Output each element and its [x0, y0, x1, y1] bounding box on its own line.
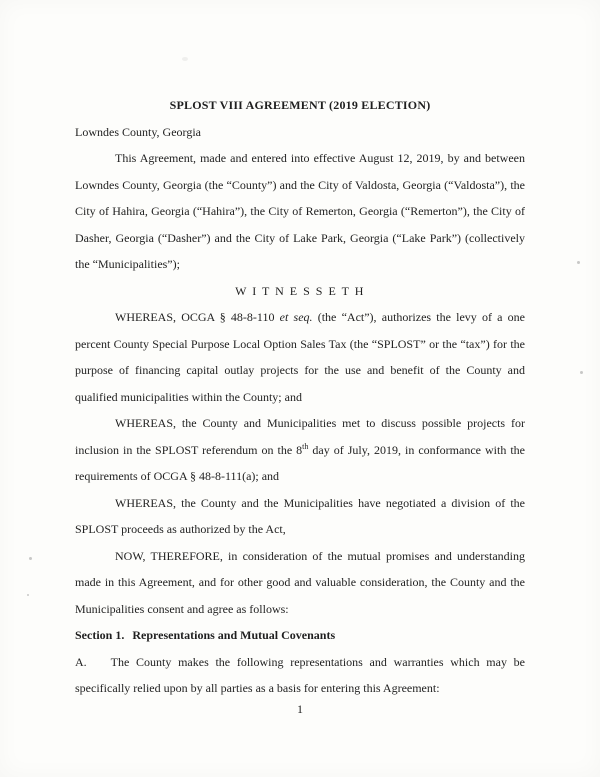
section-label: Section 1.: [75, 628, 125, 642]
item-a-label: A.: [75, 654, 87, 669]
whereas-meeting-paragraph: [75, 410, 525, 490]
item-a-text: The County makes the following representations and warranties which may be specifically relied upon by all parties as a basis for entering this Agreement:: [75, 654, 525, 695]
text-run: WHEREAS, OCGA § 48-8-110: [115, 310, 280, 324]
et-seq-italic: et seq.: [279, 310, 313, 324]
scan-artifact: [577, 261, 580, 264]
page-number: 1: [297, 702, 303, 716]
item-a-paragraph: [75, 649, 525, 702]
text-run: WHEREAS, the County and Municipalities met to discuss possible projects for inclusion in the SPLOST referendum on the 8: [75, 416, 525, 457]
section-1-heading: [75, 622, 525, 649]
scan-artifact: [182, 57, 188, 61]
scan-artifact: [580, 371, 583, 374]
document-title: SPLOST VIII AGREEMENT (2019 ELECTION): [169, 98, 431, 112]
text-run: (the “Act”), authorizes the levy of a one percent County Special Purpose Local Option Sales Tax (the “SPLOST” or the “tax”) for the purpose of financing capital outlay projects for the use and benefit of the County and qualified municipalities within the County; and: [75, 310, 526, 404]
scan-artifact: [27, 594, 29, 596]
now-therefore-paragraph: NOW, THEREFORE, in consideration of the mutual promises and understanding made in this Agreement, and for other good and valuable consideration, the County and the Municipalities consent and agree as follows:: [75, 548, 525, 616]
witnesseth-heading: W I T N E S S E T H: [235, 283, 365, 298]
text-run: day of July, 2019, in conformance with the requirements of OCGA § 48-8-111(a); and: [75, 442, 525, 483]
section-heading-text: Representations and Mutual Covenants: [132, 628, 336, 642]
ordinal-superscript: th: [302, 441, 309, 451]
intro-paragraph: This Agreement, made and entered into effective August 12, 2019, by and between Lowndes County, Georgia (the “County”) and the City of Valdosta, Georgia (“Valdosta”), the City of Hahira, Georgia (“Hahira”), the City of Remerton, Georgia (“Remerton”), the City of Dasher, Georgia (“Dasher”) and the City of Lake Park, Georgia (“Lake Park”) (collectively the “Municipalities”);: [75, 151, 525, 271]
whereas-act-paragraph: [75, 304, 525, 410]
whereas-division-paragraph: WHEREAS, the County and the Municipalities have negotiated a division of the SPLOST proceeds as authorized by the Act,: [75, 495, 525, 536]
location-line: Lowndes County, Georgia: [75, 124, 201, 139]
scan-artifact: [29, 557, 32, 560]
